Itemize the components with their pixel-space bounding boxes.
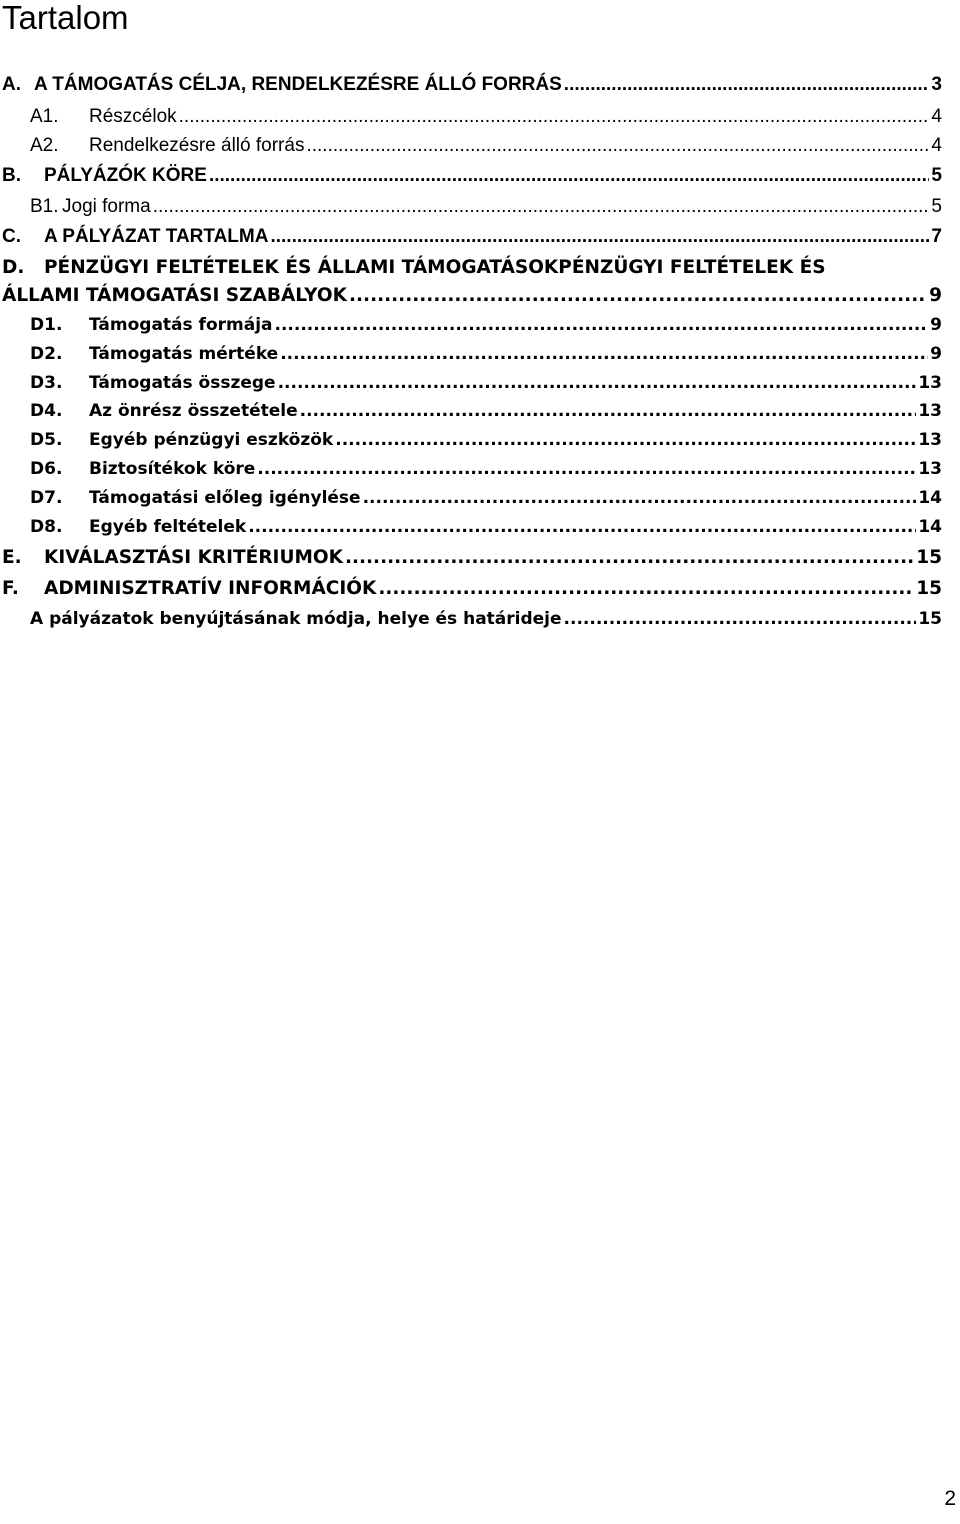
toc-entry-number: A. bbox=[2, 74, 21, 95]
toc-entry-page: 13 bbox=[918, 430, 942, 450]
toc-entry-number: B. bbox=[2, 165, 21, 186]
toc-entry-number: D4. bbox=[30, 401, 63, 421]
toc-entry-text: Egyéb feltételek bbox=[89, 517, 247, 537]
toc-entry-page: 4 bbox=[931, 106, 942, 127]
toc-entry-submission[interactable] bbox=[30, 606, 942, 632]
toc-entry-d7[interactable] bbox=[30, 485, 942, 511]
toc-entry-page: 14 bbox=[918, 488, 942, 508]
toc-leader-dots bbox=[275, 312, 929, 338]
toc-entry-d6[interactable] bbox=[30, 456, 942, 482]
toc-entry-page: 3 bbox=[931, 74, 942, 95]
toc-entry-d4[interactable] bbox=[30, 398, 942, 424]
toc-entry-page: 13 bbox=[918, 373, 942, 393]
toc-entry-number: D1. bbox=[30, 315, 63, 335]
toc-leader-dots bbox=[335, 427, 916, 453]
toc-entry-text: PÁLYÁZÓK KÖRE bbox=[44, 165, 207, 186]
page-number: 2 bbox=[944, 1487, 956, 1510]
toc-leader-dots bbox=[378, 576, 914, 602]
toc-entry-d3[interactable] bbox=[30, 370, 942, 396]
toc-entry-number: D7. bbox=[30, 488, 63, 508]
toc-leader-dots bbox=[363, 485, 917, 511]
toc-entry-text: Rendelkezésre álló forrás bbox=[89, 135, 305, 156]
toc-leader-dots bbox=[345, 545, 914, 571]
toc-entry-b[interactable] bbox=[2, 163, 942, 189]
toc-entry-text: A PÁLYÁZAT TARTALMA bbox=[44, 226, 269, 247]
toc-entry-page: 9 bbox=[930, 315, 942, 335]
toc-entry-page: 15 bbox=[916, 578, 942, 599]
toc-leader-dots bbox=[270, 224, 929, 250]
toc-entry-number: D3. bbox=[30, 373, 63, 393]
toc-entry-text: Részcélok bbox=[89, 106, 177, 127]
toc-entry-text: Támogatás összege bbox=[89, 373, 276, 393]
toc-leader-dots bbox=[564, 72, 930, 98]
toc-entry-b1[interactable] bbox=[30, 194, 942, 220]
toc-entry-text-continued: ÁLLAMI TÁMOGATÁSI SZABÁLYOK bbox=[2, 285, 347, 306]
toc-entry-page: 9 bbox=[930, 344, 942, 364]
toc-entry-d5[interactable] bbox=[30, 427, 942, 453]
toc-entry-page: 5 bbox=[931, 196, 942, 217]
toc-entry-text: Támogatás formája bbox=[89, 315, 273, 335]
toc-entry-text: Jogi forma bbox=[62, 196, 151, 217]
toc-entry-page: 4 bbox=[931, 135, 942, 156]
toc-entry-number: A1. bbox=[30, 106, 59, 127]
toc-entry-d1[interactable] bbox=[30, 312, 942, 338]
toc-entry-d2[interactable] bbox=[30, 341, 942, 367]
toc-entry-text: Az önrész összetétele bbox=[89, 401, 298, 421]
toc-entry-page: 9 bbox=[929, 285, 942, 306]
toc-entry-d8[interactable] bbox=[30, 514, 942, 540]
toc-entry-page: 5 bbox=[931, 165, 942, 186]
toc-entry-page: 13 bbox=[918, 401, 942, 421]
toc-entry-number: D. bbox=[2, 257, 25, 278]
toc-entry-page: 15 bbox=[918, 609, 942, 629]
toc-leader-dots bbox=[306, 133, 929, 159]
page-title: Tartalom bbox=[2, 0, 129, 36]
toc-entry-number: B1. bbox=[30, 196, 59, 217]
toc-leader-dots bbox=[179, 104, 930, 130]
toc-entry-text: Támogatás mértéke bbox=[89, 344, 279, 364]
toc-entry-page: 15 bbox=[916, 547, 942, 568]
toc-entry-page: 13 bbox=[918, 459, 942, 479]
toc-leader-dots bbox=[257, 456, 916, 482]
toc-entry-c[interactable] bbox=[2, 224, 942, 250]
toc-entry-page: 7 bbox=[931, 226, 942, 247]
toc-entry-number: C. bbox=[2, 226, 21, 247]
toc-entry-number: D2. bbox=[30, 344, 63, 364]
toc-leader-dots bbox=[209, 163, 929, 189]
toc-leader-dots bbox=[300, 398, 917, 424]
toc-leader-dots bbox=[248, 514, 916, 540]
toc-entry-page: 14 bbox=[918, 517, 942, 537]
toc-entry-text: A pályázatok benyújtásának módja, helye és határideje bbox=[30, 609, 562, 629]
toc-entry-a[interactable] bbox=[2, 72, 942, 98]
toc-leader-dots bbox=[280, 341, 928, 367]
toc-entry-number: F. bbox=[2, 578, 19, 599]
toc-entry-number: E. bbox=[2, 547, 22, 568]
toc-entry-text: Egyéb pénzügyi eszközök bbox=[89, 430, 334, 450]
toc-entry-number: D5. bbox=[30, 430, 63, 450]
toc-entry-number: A2. bbox=[30, 135, 59, 156]
toc-entry-d-line1[interactable] bbox=[2, 255, 826, 281]
toc-entry-text: PÉNZÜGYI FELTÉTELEK ÉS ÁLLAMI TÁMOGATÁSOKPÉNZÜGYI FELTÉTELEK ÉS bbox=[44, 257, 826, 278]
toc-entry-text: Biztosítékok köre bbox=[89, 459, 256, 479]
toc-leader-dots bbox=[349, 283, 927, 309]
toc-entry-text: A TÁMOGATÁS CÉLJA, RENDELKEZÉSRE ÁLLÓ FORRÁS bbox=[34, 74, 562, 95]
toc-entry-text: ADMINISZTRATÍV INFORMÁCIÓK bbox=[44, 578, 377, 599]
toc-leader-dots bbox=[564, 606, 917, 632]
toc-leader-dots bbox=[278, 370, 917, 396]
toc-entry-a2[interactable] bbox=[30, 133, 942, 159]
toc-leader-dots bbox=[153, 194, 930, 220]
toc-entry-text: Támogatási előleg igénylése bbox=[89, 488, 361, 508]
toc-entry-d-line2[interactable] bbox=[2, 283, 942, 309]
toc-entry-e[interactable] bbox=[2, 545, 942, 571]
toc-entry-a1[interactable] bbox=[30, 104, 942, 130]
toc-entry-number: D8. bbox=[30, 517, 63, 537]
toc-entry-text: KIVÁLASZTÁSI KRITÉRIUMOK bbox=[44, 547, 343, 568]
toc-entry-f[interactable] bbox=[2, 576, 942, 602]
toc-entry-number: D6. bbox=[30, 459, 63, 479]
